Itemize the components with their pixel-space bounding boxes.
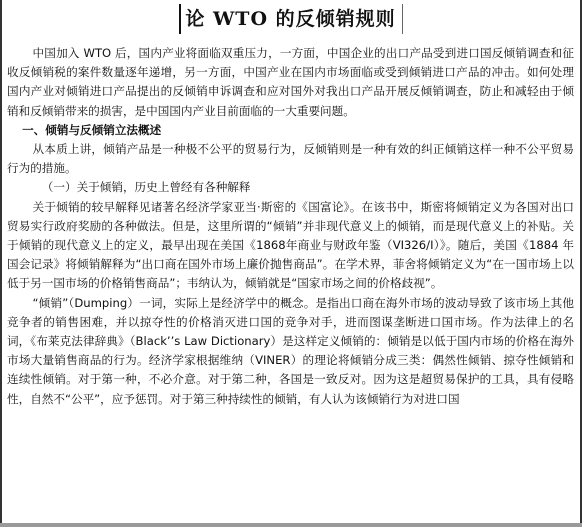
page-title: 论 WTO 的反倾销规则 — [179, 4, 402, 34]
section-intro-paragraph: 从本质上讲，倾销产品是一种极不公平的贸易行为，反倾销则是一种有效的纠正倾销这样一种不公平贸易行为的措施。 — [7, 142, 574, 176]
title-bar — [0, 4, 582, 36]
body-paragraph: 关于倾销的较早解释见诸著名经济学家亚当·斯密的《国富论》。在该书中，斯密将倾销定义为各国对出口贸易实行政府奖励的各种做法。但是，这里所谓的“倾销”并非现代意义上的倾销，而是现代意义上的补贴。关于倾销的现代意义上的定义，最早出现在美国《1868年商业与财政年鉴（VI326/I）》。随后，美国《1884 年国会记录》将倾销解释为“出口商在国外市场上廉价抛售商品”。在学术界，菲舍将倾销定义为“在一国市场上以低于另一国市场的价格销售商品”；韦纳认为，倾销就是“国家市场之间的价格歧视”。 — [7, 199, 574, 291]
subsection-heading: （一）关于倾销，历史上曾经有各种解释 — [41, 180, 251, 195]
body-paragraph: “倾销”（Dumping）一词，实际上是经济学中的概念。是指出口商在海外市场的波动导致了该市场上其他竞争者的销售困难，并以掠夺性的价格消灭进口国的竞争对手，进而图谋垄断进口国市场。作为法律上的名词，《布莱克法律辞典》（Black’’s Law Dictionary）是这样定义倾销的：倾销是以低于国内市场的价格在海外市场大量销售商品的行为。经济学家根据维纳（VINER）的理论将倾销分成三类：偶然性倾销、掠夺性倾销和连续性倾销。对于第一种，不必介意。对于第二种，各国是一致反对。因为这是超贸易保护的工具，具有侵略性，自然不“公平”，应予惩罚。对于第三种持续性的倾销，有人认为该倾销行为对进口国 — [7, 295, 574, 406]
intro-paragraph: 中国加入 WTO 后，国内产业将面临双重压力，一方面，中国企业的出口产品受到进口国反倾销调查和征收反倾销税的案件数量逐年递增，另一方面，中国产业在国内市场面临或受到倾销进口产品的冲击。如何处理国内产业对倾销进口产品提出的反倾销申诉调查和应对国外对我出口产品开展反倾销调查，防止和减轻由于倾销和反倾销带来的损害，是中国国内产业目前面临的一大重要问题。 — [7, 46, 574, 118]
document-body — [7, 44, 574, 409]
bottom-border — [0, 523, 582, 527]
left-border — [0, 0, 2, 527]
section-heading: 一、倾销与反倾销立法概述 — [22, 122, 162, 137]
